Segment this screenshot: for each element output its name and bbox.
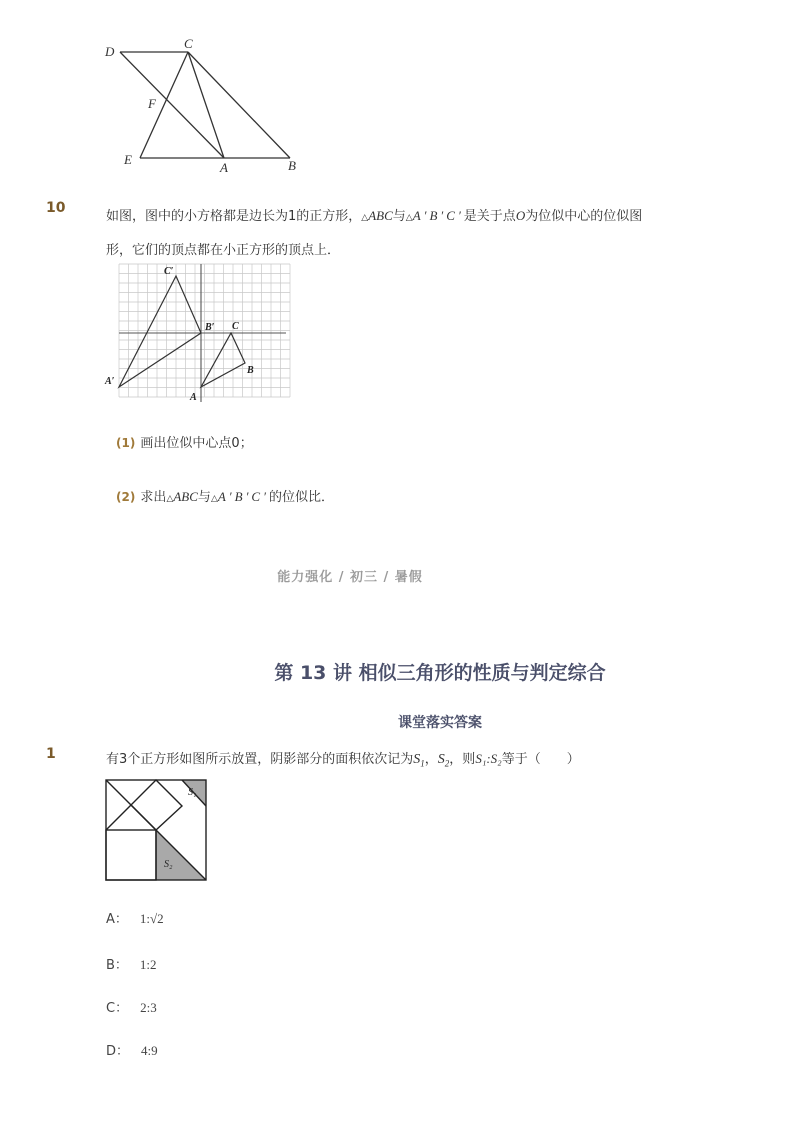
label-D: D [105,44,115,59]
page-footer: 能力强化 / 初三 / 暑假 [277,570,423,585]
label-F: F [148,96,156,111]
option-B-key: B： [106,958,128,973]
label-B-small: B [247,365,254,376]
question-10-line-2: 形，它们的顶点都在小正方形的顶点上． [106,243,341,258]
q10-post-b: 为位似中心的位似图 [525,209,643,224]
option-C-key: C： [106,1001,129,1016]
segment-CB [188,52,290,158]
sub2-triangle-symbol: △ [166,494,174,504]
small-square [106,830,156,880]
question-10-line-1 [106,205,642,224]
label-C-prime: C′ [164,266,174,277]
q1-s2-sub: 2 [444,758,450,769]
option-D-key: D： [106,1044,130,1059]
sub2-yu: 与 [197,490,211,505]
triangle-symbol: △ [361,213,369,223]
sub-question-2-label: (2) [116,490,136,504]
label-C: C [184,36,193,51]
segment-DA [120,52,224,158]
sub-question-1 [116,432,253,451]
q1-s1: S [413,752,421,767]
option-A-value: 1:√2 [139,911,164,926]
segment-CA [188,52,224,158]
q1-text-post: 等于（ ） [501,752,580,767]
option-C[interactable] [106,997,157,1016]
label-A: A [220,160,228,175]
q10-abc-prime: A′B′C′ [412,208,464,223]
option-D[interactable] [106,1040,158,1059]
label-A-prime: A′ [105,376,115,387]
q1-comma: ， [424,752,438,767]
q1-text-pre: 有3个正方形如图所示放置，阴影部分的面积依次记为 [106,752,414,767]
sub2-pre: 求出 [140,490,167,505]
triangle-ABC [201,333,245,387]
question-number-10: 10 [46,200,66,216]
label-B: B [288,158,296,173]
geometry-figure-1 [100,36,310,178]
triangle-symbol-2: △ [405,213,413,223]
q10-point-o: O [515,208,526,223]
label-S1: S₁ [188,787,197,798]
option-A-key: A： [106,912,128,927]
grid-figure [104,262,294,407]
question-number-1: 1 [46,746,56,762]
q10-post-a: 是关于点 [463,209,516,224]
sub2-triangle-symbol-2: △ [210,494,218,504]
label-S2: S₂ [164,859,173,870]
label-C-small: C [232,321,239,332]
q1-s2: S [437,752,445,767]
option-D-value: 4:9 [141,1043,158,1058]
option-B-value: 1:2 [139,957,157,972]
question-1-text [106,748,580,769]
option-B[interactable] [106,954,157,973]
label-A-small: A [190,392,197,403]
sub2-abc: ABC [173,489,198,504]
sub2-abc-prime: A′B′C′ [217,489,269,504]
sub-question-1-text: 画出位似中心点0； [140,436,253,451]
q1-s1-sub: 1 [420,758,425,769]
q10-yu: 与 [392,209,406,224]
sub2-post: 的位似比． [268,490,334,505]
tilted-square-edge [106,805,131,830]
sub-question-2 [116,486,334,505]
sub-question-1-label: (1) [116,436,136,450]
q1-text-mid: ，则 [449,752,476,767]
three-squares-figure [104,778,210,884]
q1-ratio: S₁:S₂ [475,751,502,766]
lecture-title: 第 13 讲 相似三角形的性质与判定综合 [274,662,606,684]
option-C-value: 2:3 [140,1000,157,1015]
section-title: 课堂落实答案 [398,715,482,731]
label-B-prime: B′ [205,322,215,333]
q10-text-pre: 如图，图中的小方格都是边长为1的正方形， [106,209,362,224]
option-A[interactable] [106,908,164,927]
q10-abc: ABC [368,208,393,223]
tilted-square [131,780,182,830]
label-E: E [124,152,132,167]
